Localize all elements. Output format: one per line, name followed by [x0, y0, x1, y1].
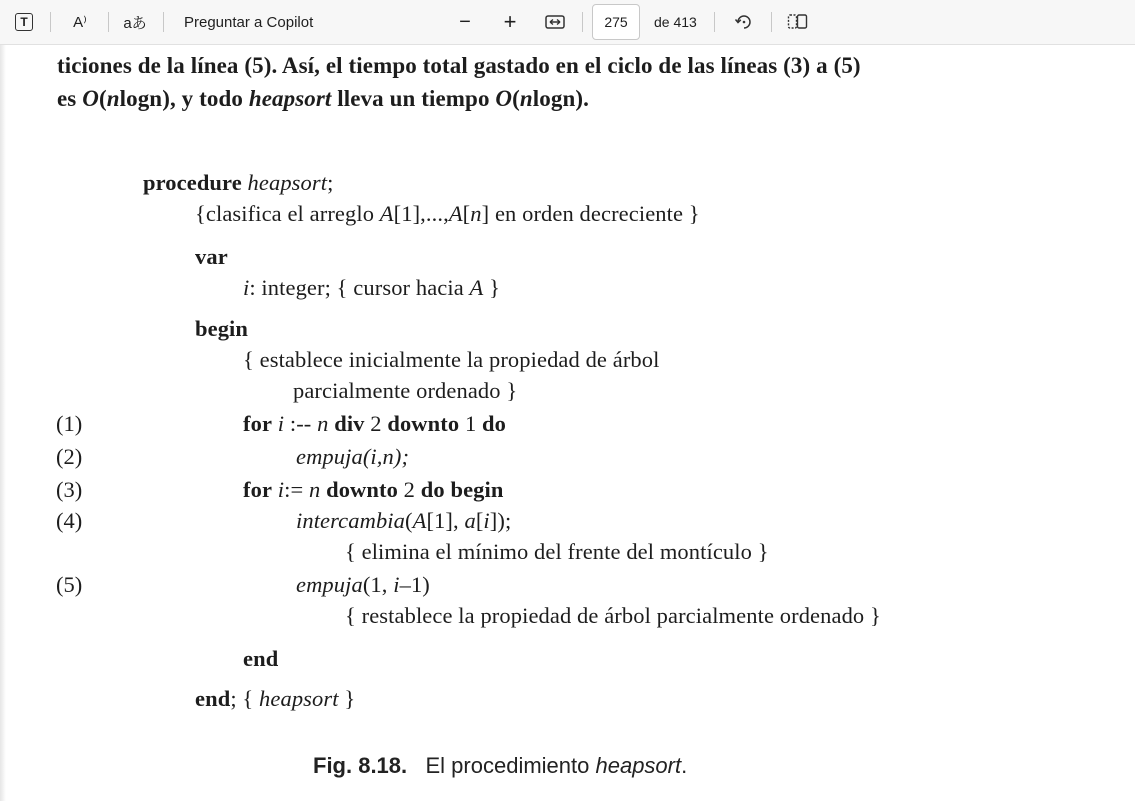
paragraph-line-1: ticiones de la línea (5). Así, el tiempo total gastado en el ciclo de las líneas (3) a (5)	[57, 53, 861, 78]
rotate-icon	[734, 12, 754, 32]
pdf-toolbar	[0, 0, 1135, 45]
code-begin-keyword: begin	[195, 316, 249, 341]
page-edge-shadow	[0, 45, 6, 801]
code-comment-classify: {clasifica el arreglo A[1],...,A[n] en orden decreciente }	[195, 201, 700, 226]
page-view-icon	[787, 13, 809, 31]
code-var-declaration: i: integer; { cursor hacia A }	[243, 275, 501, 300]
text-view-button[interactable]	[10, 8, 38, 36]
toolbar-divider	[163, 12, 164, 32]
plus-icon: +	[503, 9, 517, 34]
page-current: 275	[604, 14, 628, 30]
line-number-1: (1)	[56, 411, 83, 436]
page-view-button[interactable]	[784, 8, 812, 36]
code-end-keyword: end	[243, 646, 279, 671]
code-line-5: empuja(1, i–1)	[296, 572, 430, 597]
rotate-button[interactable]	[730, 8, 758, 36]
code-line-2: empuja(i,n);	[296, 444, 410, 469]
copilot-label: Preguntar a Copilot	[184, 13, 314, 31]
fit-width-icon	[545, 14, 565, 30]
line-number-4: (4)	[56, 508, 83, 533]
toolbar-divider	[582, 12, 583, 32]
pdf-page	[0, 45, 1135, 801]
figure-caption: Fig. 8.18. El procedimiento heapsort.	[313, 753, 688, 778]
code-line-3: for i:= n downto 2 do begin	[243, 477, 504, 502]
code-var-keyword: var	[195, 244, 228, 269]
fit-to-width-button[interactable]	[542, 8, 568, 36]
toolbar-divider	[108, 12, 109, 32]
line-number-3: (3)	[56, 477, 83, 502]
code-comment-establish-1: { establece inicialmente la propiedad de árbol	[243, 347, 660, 372]
read-aloud-button[interactable]	[62, 8, 98, 36]
toolbar-divider	[50, 12, 51, 32]
code-comment-remove-min: { elimina el mínimo del frente del montículo }	[345, 539, 769, 564]
translate-icon: aあ	[123, 14, 147, 32]
text-view-icon: T	[15, 13, 33, 31]
zoom-out-button[interactable]	[452, 8, 478, 36]
toolbar-divider	[714, 12, 715, 32]
page-number-input[interactable]	[592, 4, 640, 40]
translate-button[interactable]	[118, 8, 152, 36]
zoom-in-button[interactable]	[497, 8, 523, 36]
code-line-1: for i :-- n div 2 downto 1 do	[243, 411, 506, 436]
read-aloud-icon: A⁾	[73, 14, 87, 31]
line-number-5: (5)	[56, 572, 83, 597]
ask-copilot-button[interactable]	[184, 8, 313, 36]
code-comment-establish-2: parcialmente ordenado }	[293, 378, 518, 403]
paragraph-line-2: es O(nlogn), y todo heapsort lleva un tiempo O(nlogn).	[57, 86, 589, 111]
line-number-2: (2)	[56, 444, 83, 469]
code-procedure-header: procedure heapsort;	[143, 170, 334, 195]
code-line-4: intercambia(A[1], a[i]);	[296, 508, 512, 533]
code-comment-restore: { restablece la propiedad de árbol parcialmente ordenado }	[345, 603, 881, 628]
toolbar-divider	[771, 12, 772, 32]
code-final-end: end; { heapsort }	[195, 686, 356, 711]
minus-icon: −	[459, 10, 471, 33]
page-total: de 413	[654, 14, 697, 30]
